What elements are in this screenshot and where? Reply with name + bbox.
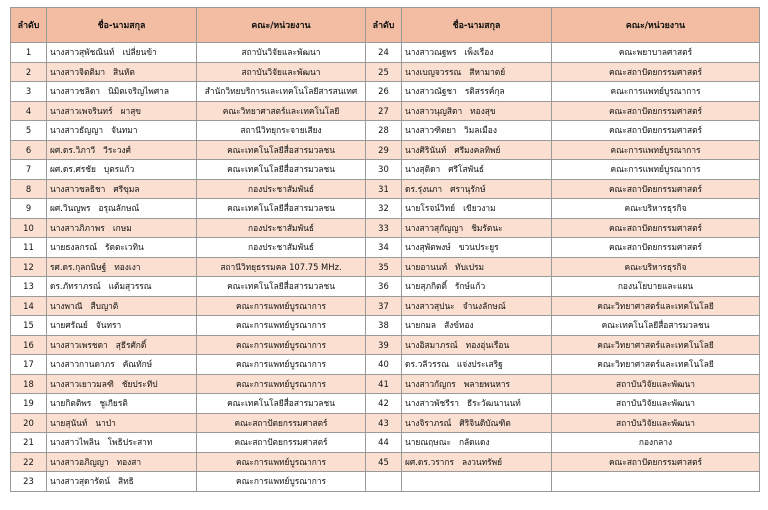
department-cell: คณะการแพทย์บูรณาการ [197,452,366,472]
first-name: นางสาวสุปนะ [405,300,455,311]
name-cell [402,160,552,180]
last-name: สังข์ทอง [444,320,474,331]
department-cell: คณะการแพทย์บูรณาการ [197,296,366,316]
department-cell: กองนโยบายและแผน [552,277,760,297]
table-row [11,296,760,316]
last-name: เกษม [112,222,132,233]
order-cell: 14 [11,296,47,316]
order-cell: 4 [11,101,47,121]
department-cell: สถาบันวิจัยและพัฒนา [552,413,760,433]
order-cell: 23 [11,472,47,492]
order-cell: 29 [366,140,402,160]
name-cell [47,452,197,472]
order-cell: 42 [366,394,402,414]
table-row [11,121,760,141]
name-cell [47,472,197,492]
department-cell: คณะการแพทย์บูรณาการ [552,140,760,160]
order-cell: 45 [366,452,402,472]
table-row [11,413,760,433]
department-cell: คณะการแพทย์บูรณาการ [197,335,366,355]
department-cell: คณะการแพทย์บูรณาการ [197,374,366,394]
first-name: นางสาวพัชรีรา [405,398,459,409]
last-name: ธีระวัฒนานนท์ [466,398,521,409]
name-cell [47,335,197,355]
first-name: นางสาวกานดาภร [50,359,115,370]
order-cell: 5 [11,121,47,141]
department-cell: กองประชาสัมพันธ์ [197,179,366,199]
first-name: นางอิสมาภรณ์ [405,339,458,350]
name-cell [47,43,197,63]
first-name: นางสาวชลธิชา [50,183,106,194]
header-order: ลำดับ [366,8,402,43]
first-name: นางสาวณัฐชา [405,86,457,97]
department-cell: กองประชาสัมพันธ์ [197,218,366,238]
last-name: พลายพนหาร [463,378,511,389]
first-name: นางศิรินันท์ [405,144,447,155]
name-cell [402,296,552,316]
first-name: นางสาวเยาวมลฑิ [50,378,114,389]
last-name: ทองสุข [470,105,496,116]
department-cell: กองกลาง [552,433,760,453]
last-name: สีหามาตย์ [469,66,506,77]
first-name: นางสาวจิตติมา [50,66,106,77]
order-cell: 3 [11,82,47,102]
first-name: นางสุติดา [405,164,441,175]
name-cell [402,82,552,102]
name-cell [402,374,552,394]
last-name: อรุณลักษณ์ [98,203,140,214]
first-name: นางเบญจวรรณ [405,66,462,77]
last-name: ทองเงา [114,261,141,272]
table-row [11,355,760,375]
department-cell: คณะวิทยาศาสตร์และเทคโนโลยี [552,296,760,316]
first-name: นายศรัณย์ [50,320,88,331]
department-cell: คณะวิทยาศาสตร์และเทคโนโลยี [552,335,760,355]
last-name: ศรีโสพันธ์ [448,164,485,175]
order-cell: 38 [366,316,402,336]
first-name: นางสาวอภิญญา [50,456,109,467]
department-cell: คณะสถาปัตยกรรมศาสตร์ [552,238,760,258]
last-name: เปลี่ยนข้า [122,47,157,58]
header-department: คณะ/หน่วยงาน [197,8,366,43]
last-name: จันทมา [111,125,138,136]
name-cell [402,472,552,492]
first-name: นายอานนท์ [405,261,448,272]
last-name: โพธิประสาท [107,437,153,448]
order-cell: 37 [366,296,402,316]
department-cell: คณะสถาปัตยกรรมศาสตร์ [552,452,760,472]
order-cell: 44 [366,433,402,453]
department-cell: คณะเทคโนโลยีสื่อสารมวลชน [197,277,366,297]
department-cell: คณะบริหารธุรกิจ [552,257,760,277]
first-name: นางสาวกัญกร [405,378,456,389]
last-name: กลัดแดง [458,437,490,448]
table-row [11,472,760,492]
department-cell: คณะการแพทย์บูรณาการ [552,160,760,180]
name-cell [47,140,197,160]
order-cell: 25 [366,62,402,82]
order-cell: 28 [366,121,402,141]
order-cell: 19 [11,394,47,414]
name-cell [402,394,552,414]
order-cell: 30 [366,160,402,180]
first-name: นางพาณี [50,300,83,311]
department-cell: คณะเทคโนโลยีสื่อสารมวลชน [197,199,366,219]
table-row [11,62,760,82]
name-cell [47,374,197,394]
department-cell: คณะสถาปัตยกรรมศาสตร์ [552,62,760,82]
first-name: นางสาวธัญญา [50,125,104,136]
name-cell [47,316,197,336]
name-cell [402,43,552,63]
name-cell [402,238,552,258]
department-cell [552,472,760,492]
last-name: ขวนประยูร [458,242,499,253]
department-cell: สถานีวิทยุธรรมคล 107.75 MHz. [197,257,366,277]
department-cell: คณะเทคโนโลยีสื่อสารมวลชน [197,160,366,180]
department-cell: สำนักวิทยบริการและเทคโนโลยีสารสนเทศ [197,82,366,102]
department-cell: คณะการแพทย์บูรณาการ [197,316,366,336]
name-cell [402,277,552,297]
first-name: ผศ.ดร.วิภาวี [50,144,96,155]
last-name: บุตรแก้ว [103,164,135,175]
last-name: สุธีรศักดิ์ [115,339,147,350]
name-cell [47,277,197,297]
order-cell: 13 [11,277,47,297]
name-cell [47,121,197,141]
order-cell: 33 [366,218,402,238]
first-name: นางสาวสุพัชณินท์ [50,47,115,58]
order-cell: 12 [11,257,47,277]
name-cell [47,199,197,219]
department-cell: คณะการแพทย์บูรณาการ [197,472,366,492]
last-name: ทับเปรม [455,261,485,272]
order-cell: 31 [366,179,402,199]
table-header-row [11,8,760,43]
name-cell [47,101,197,121]
last-name: แจ่งประเสริฐ [456,359,503,370]
order-cell: 21 [11,433,47,453]
order-cell: 16 [11,335,47,355]
first-name: นายสุนันท์ [50,417,88,428]
last-name: ทองสา [116,456,142,467]
first-name: นางสาวสุดารัตน์ [50,476,110,487]
department-cell: คณะเทคโนโลยีสื่อสารมวลชน [197,394,366,414]
name-cell [47,355,197,375]
name-cell [47,179,197,199]
table-row [11,394,760,414]
name-cell [402,199,552,219]
department-cell: คณะบริหารธุรกิจ [552,199,760,219]
first-name: ผศ.วินญพร [50,203,91,214]
first-name: นางสาวชลิดา [50,86,100,97]
table-row [11,277,760,297]
first-name: นางสาวไพลิน [50,437,100,448]
department-cell: กองประชาสัมพันธ์ [197,238,366,258]
last-name: จำนงลักษณ์ [462,300,506,311]
name-cell [402,121,552,141]
department-cell: สถาบันวิจัยและพัฒนา [197,43,366,63]
last-name: วิมลเมือง [464,125,497,136]
table-row [11,238,760,258]
name-cell [402,218,552,238]
first-name: นายสุภกิตติ์ [405,281,447,292]
department-cell: คณะสถาปัตยกรรมศาสตร์ [552,179,760,199]
table-row [11,257,760,277]
table-row [11,433,760,453]
name-cell [47,218,197,238]
order-cell: 26 [366,82,402,102]
first-name: ดร.รุ่งนภา [405,183,443,194]
last-name: เพ็งเรือง [464,47,494,58]
name-cell [402,62,552,82]
table-row [11,179,760,199]
order-cell: 6 [11,140,47,160]
name-cell [47,433,197,453]
name-cell [402,335,552,355]
order-cell: 9 [11,199,47,219]
name-cell [47,62,197,82]
first-name: นายกิตติพร [50,398,92,409]
order-cell: 40 [366,355,402,375]
order-cell: 18 [11,374,47,394]
last-name: เขียวงาม [463,203,496,214]
table-row [11,199,760,219]
first-name: นางสาวสุกัญญา [405,222,464,233]
order-cell: 35 [366,257,402,277]
last-name: ศรีขุมล [113,183,140,194]
last-name: ศิริจินดิบัณฑิต [459,417,511,428]
name-cell [402,316,552,336]
header-department: คณะ/หน่วยงาน [552,8,760,43]
order-cell: 1 [11,43,47,63]
order-cell: 8 [11,179,47,199]
department-cell: คณะสถาปัตยกรรมศาสตร์ [552,218,760,238]
table-body [11,43,760,492]
last-name: รติสรรค์กุล [464,86,505,97]
first-name: รศ.ดร.กุลกนิษฐ์ [50,261,107,272]
name-cell [402,413,552,433]
first-name: นายกมล [405,320,437,331]
name-cell [47,413,197,433]
name-cell [47,82,197,102]
department-cell: สถานีวิทยุกระจายเสียง [197,121,366,141]
name-cell [402,179,552,199]
table-row [11,160,760,180]
staff-roster-table [10,7,760,492]
table-row [11,82,760,102]
department-cell: คณะการแพทย์บูรณาการ [552,82,760,102]
name-cell [47,160,197,180]
last-name: แต้มสุวรรณ [108,281,152,292]
last-name: วีระวงศ์ [103,144,131,155]
first-name: นางสุพัตพงษ์ [405,242,451,253]
table-row [11,218,760,238]
first-name: นางจิราภรณ์ [405,417,452,428]
name-cell [402,452,552,472]
department-cell: คณะสถาปัตยกรรมศาสตร์ [552,101,760,121]
last-name: คัณทักษ์ [122,359,153,370]
order-cell: 17 [11,355,47,375]
last-name: ชูเกียรติ [99,398,128,409]
last-name: รัตตะเวทิน [105,242,144,253]
last-name: ทองอุ่นเรือน [465,339,510,350]
order-cell: 34 [366,238,402,258]
department-cell: คณะสถาปัตยกรรมศาสตร์ [197,433,366,453]
department-cell: สถาบันวิจัยและพัฒนา [197,62,366,82]
first-name: นางสาวเพรชดา [50,339,108,350]
name-cell [402,355,552,375]
order-cell: 7 [11,160,47,180]
last-name: ชิมรัตนะ [471,222,503,233]
department-cell: คณะวิทยาศาสตร์และเทคโนโลยี [197,101,366,121]
last-name: สินหัต [113,66,135,77]
first-name: นายณฤษณะ [405,437,451,448]
last-name: ลงวนทรัพย์ [461,456,503,467]
last-name: นาป่า [95,417,116,428]
last-name: ชัยประทีป [121,378,158,389]
order-cell: 27 [366,101,402,121]
first-name: นางสาวณฐพร [405,47,457,58]
first-name: นางสาวภิภาพร [50,222,105,233]
table-row [11,140,760,160]
department-cell: คณะพยาบาลศาสตร์ [552,43,760,63]
name-cell [47,296,197,316]
department-cell: คณะวิทยาศาสตร์และเทคโนโลยี [552,355,760,375]
name-cell [402,140,552,160]
table-row [11,43,760,63]
order-cell: 11 [11,238,47,258]
last-name: จันทรา [95,320,122,331]
order-cell: 32 [366,199,402,219]
table-row [11,335,760,355]
first-name: ดร.ภัทราภรณ์ [50,281,101,292]
first-name: นางสาวเพจรินทร์ [50,105,113,116]
first-name: นายโรจน์วิทย์ [405,203,456,214]
department-cell: คณะสถาปัตยกรรมศาสตร์ [197,413,366,433]
first-name: นางสาวนุญสิตา [405,105,463,116]
order-cell: 24 [366,43,402,63]
department-cell: คณะการแพทย์บูรณาการ [197,355,366,375]
order-cell: 39 [366,335,402,355]
last-name: นิมิตเจริญไพศาล [108,86,169,97]
table-row [11,374,760,394]
department-cell: สถาบันวิจัยและพัฒนา [552,394,760,414]
header-name: ชื่อ-นามสกุล [402,8,552,43]
name-cell [402,433,552,453]
order-cell: 2 [11,62,47,82]
header-name: ชื่อ-นามสกุล [47,8,197,43]
order-cell: 15 [11,316,47,336]
order-cell [366,472,402,492]
name-cell [47,394,197,414]
order-cell: 43 [366,413,402,433]
first-name: นางสาวฑิตยา [405,125,457,136]
department-cell: คณะสถาปัตยกรรมศาสตร์ [552,121,760,141]
name-cell [47,238,197,258]
last-name: สิทธิ [117,476,134,487]
name-cell [47,257,197,277]
table-row [11,101,760,121]
order-cell: 20 [11,413,47,433]
table-row [11,452,760,472]
last-name: รักษ์แก้ว [454,281,486,292]
last-name: ศรีมงคลทิพย์ [454,144,501,155]
order-cell: 22 [11,452,47,472]
department-cell: คณะเทคโนโลยีสื่อสารมวลชน [197,140,366,160]
name-cell [402,257,552,277]
header-order: ลำดับ [11,8,47,43]
table-row [11,316,760,336]
name-cell [402,101,552,121]
department-cell: สถาบันวิจัยและพัฒนา [552,374,760,394]
order-cell: 36 [366,277,402,297]
department-cell: คณะเทคโนโลยีสื่อสารมวลชน [552,316,760,336]
first-name: นายธงลกรณ์ [50,242,98,253]
first-name: ผศ.ดร.วรากร [405,456,454,467]
order-cell: 41 [366,374,402,394]
last-name: สืบญาติ [90,300,119,311]
last-name: ศรานุรักษ์ [450,183,486,194]
first-name: ดร.วลีวรรณ [405,359,449,370]
first-name: ผศ.ดร.ศรชัย [50,164,96,175]
last-name: ผาสุข [120,105,142,116]
order-cell: 10 [11,218,47,238]
